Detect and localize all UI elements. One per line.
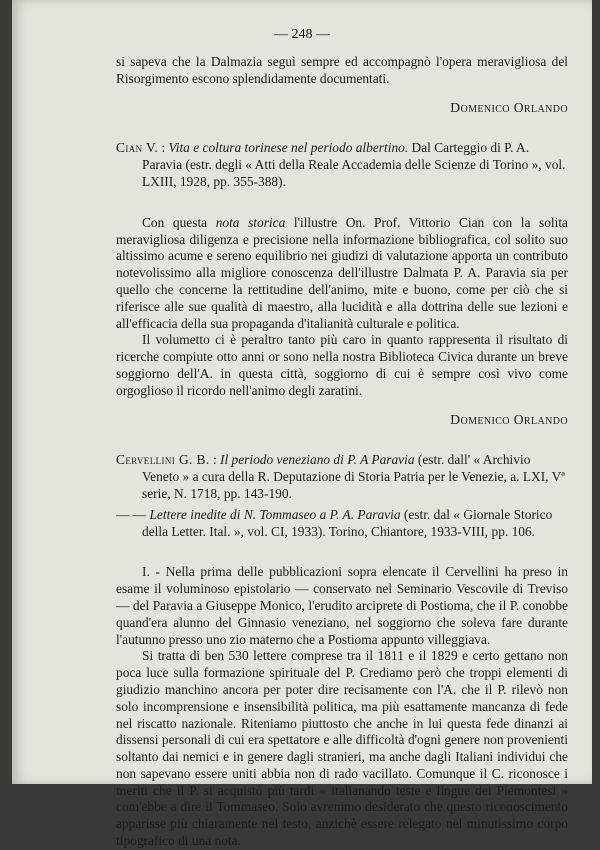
bib-title-cian: Vita e coltura torinese nel periodo albertino. [168, 140, 409, 156]
bib-entry-cian: Cian V. : Vita e coltura torinese nel periodo albertino. Dal Carteggio di P. A. Paravia (estr. degli « Atti della Reale Accademia delle Scienze di Torino », vol. LXIII, 1928, pp. 355-388). [116, 140, 566, 189]
paragraph-cian-review: Con questa nota storica l'illustre On. Prof. Vittorio Cian con la solita meravigliosa diligenza e precisione nella informazione bibliografica, col solito suo altissimo acume e sereno equilibrio nei giudizi di valutazione apporta un contributo notevolissimo alla migliore conoscenza dell'illustre Dalmata P. A. Paravia sia per quello che concerne la rettitudine dell'animo, mite e buono, come per ciò che si riferisce alle sue qualità di maestro, alla lucidità e alla dottrina delle sue lezioni e all'efficacia della sua propaganda d'italianità culturale e politica. [116, 214, 568, 331]
signature-orlando-2: Domenico Orlando [450, 411, 568, 427]
bib-title-cervellini-1: Il periodo veneziano di P. A Paravia [220, 452, 415, 468]
document-page [12, 0, 592, 849]
bib-entry-cervellini-2 [116, 507, 568, 541]
page-body [116, 54, 568, 850]
page-number: — 248 — [274, 27, 330, 42]
bib-author-cervellini: Cervellini G. B. [116, 452, 210, 468]
paragraph-cian-volumetto: Il volumetto ci è peraltro tanto più caro in quanto rappresenta il risultato di ricerche compiute otto anni or sono nella nostra Biblioteca Civica durante un breve soggiorno dell'A. in questa città, soggiorno di cui è sempre così vivo come orgoglioso il ricordo nell'animo degli zaratini. [116, 332, 568, 398]
bib-entry-cervellini-1: Cervellini G. B. : Il periodo veneziano di P. A Paravia (estr. dall' « Archivio Veneto » a cura della R. Deputazione di Storia Patria per le Venezie, a. LXI, Vª serie, N. 1718, pp. 143-190. [116, 452, 565, 501]
signature-orlando-1: Domenico Orlando [450, 99, 568, 115]
bib-author-cian: Cian V. [116, 140, 159, 156]
bib-details-cervellini-1: (estr. dall' « Archivio Veneto » a cura della R. Deputazione di Storia Patria per le Venezie, a. LXI, Vª serie, N. 1718, pp. 143-190. [142, 452, 565, 501]
paragraph-cervellini-2: Si tratta di ben 530 lettere comprese tra il 1811 e il 1829 e certo gettano non poca luce sulla formazione spirituale del P. Crediamo però che troppi elementi di giudizio manchino ancora per poter dire recisamente con l'A. che il P. rilevò non solo incomprensione e insensibilità politica, ma più esattamente mancanza di fede nel riscatto nazionale. Riteniamo piuttosto che anche in lui questa fede dinanzi ai dissensi personali di cui era spettatore e alle difficoltà d'ogni genere non provenienti soltanto dai nemici e in genere dagli stranieri, ma anche dagli Italiani individui che non sapevano essere uniti abbia non di rado vacillato. Comunque il C. riconosce i meriti che il P. si acquistò più tardi « italianando teste e lingue dei Piemontesi » com'ebbe a dire il Tommaseo. Solo avremmo desiderato che questo riconoscimento apparisse più chiaramente nel testo, anzichè essere relegato nel minutissimo corpo tipografico di una nota. [116, 648, 568, 849]
bib-details-cervellini-2: (estr. dal « Giornale Storico della Letter. Ital. », vol. CI, 1933). Torino, Chiantore, 1933-VIII, pp. 106. [142, 506, 553, 539]
bib-details-cian: Dal Carteggio di P. A. Paravia (estr. degli « Atti della Reale Accademia delle Scienze di Torino », vol. LXIII, 1928, pp. 355-388). [142, 140, 566, 189]
paragraph-cervellini-1: I. - Nella prima delle pubblicazioni sopra elencate il Cervellini ha preso in esame il voluminoso epistolario — conservato nel Seminario Vescovile di Treviso — del Paravia a Giuseppe Monico, l'erudito arciprete di Postioma, che il P. conobbe quand'era alunno del Ginnasio veneziano, nel soggiorno che soleva fare durante l'autunno presso uno zio materno che a Postioma appunto villeggiava. [116, 564, 568, 647]
paragraph-top: si sapeva che la Dalmazia seguì sempre ed accompagnò l'opera meravigliosa del Risorgimento escono splendidamente documentati. [116, 54, 568, 86]
bib-title-cervellini-2: Lettere inedite di N. Tommaseo a P. A. Paravia [149, 506, 401, 522]
emphasis-nota-storica: nota storica [215, 214, 286, 230]
bib-ditto-dashes: — — [116, 506, 150, 522]
